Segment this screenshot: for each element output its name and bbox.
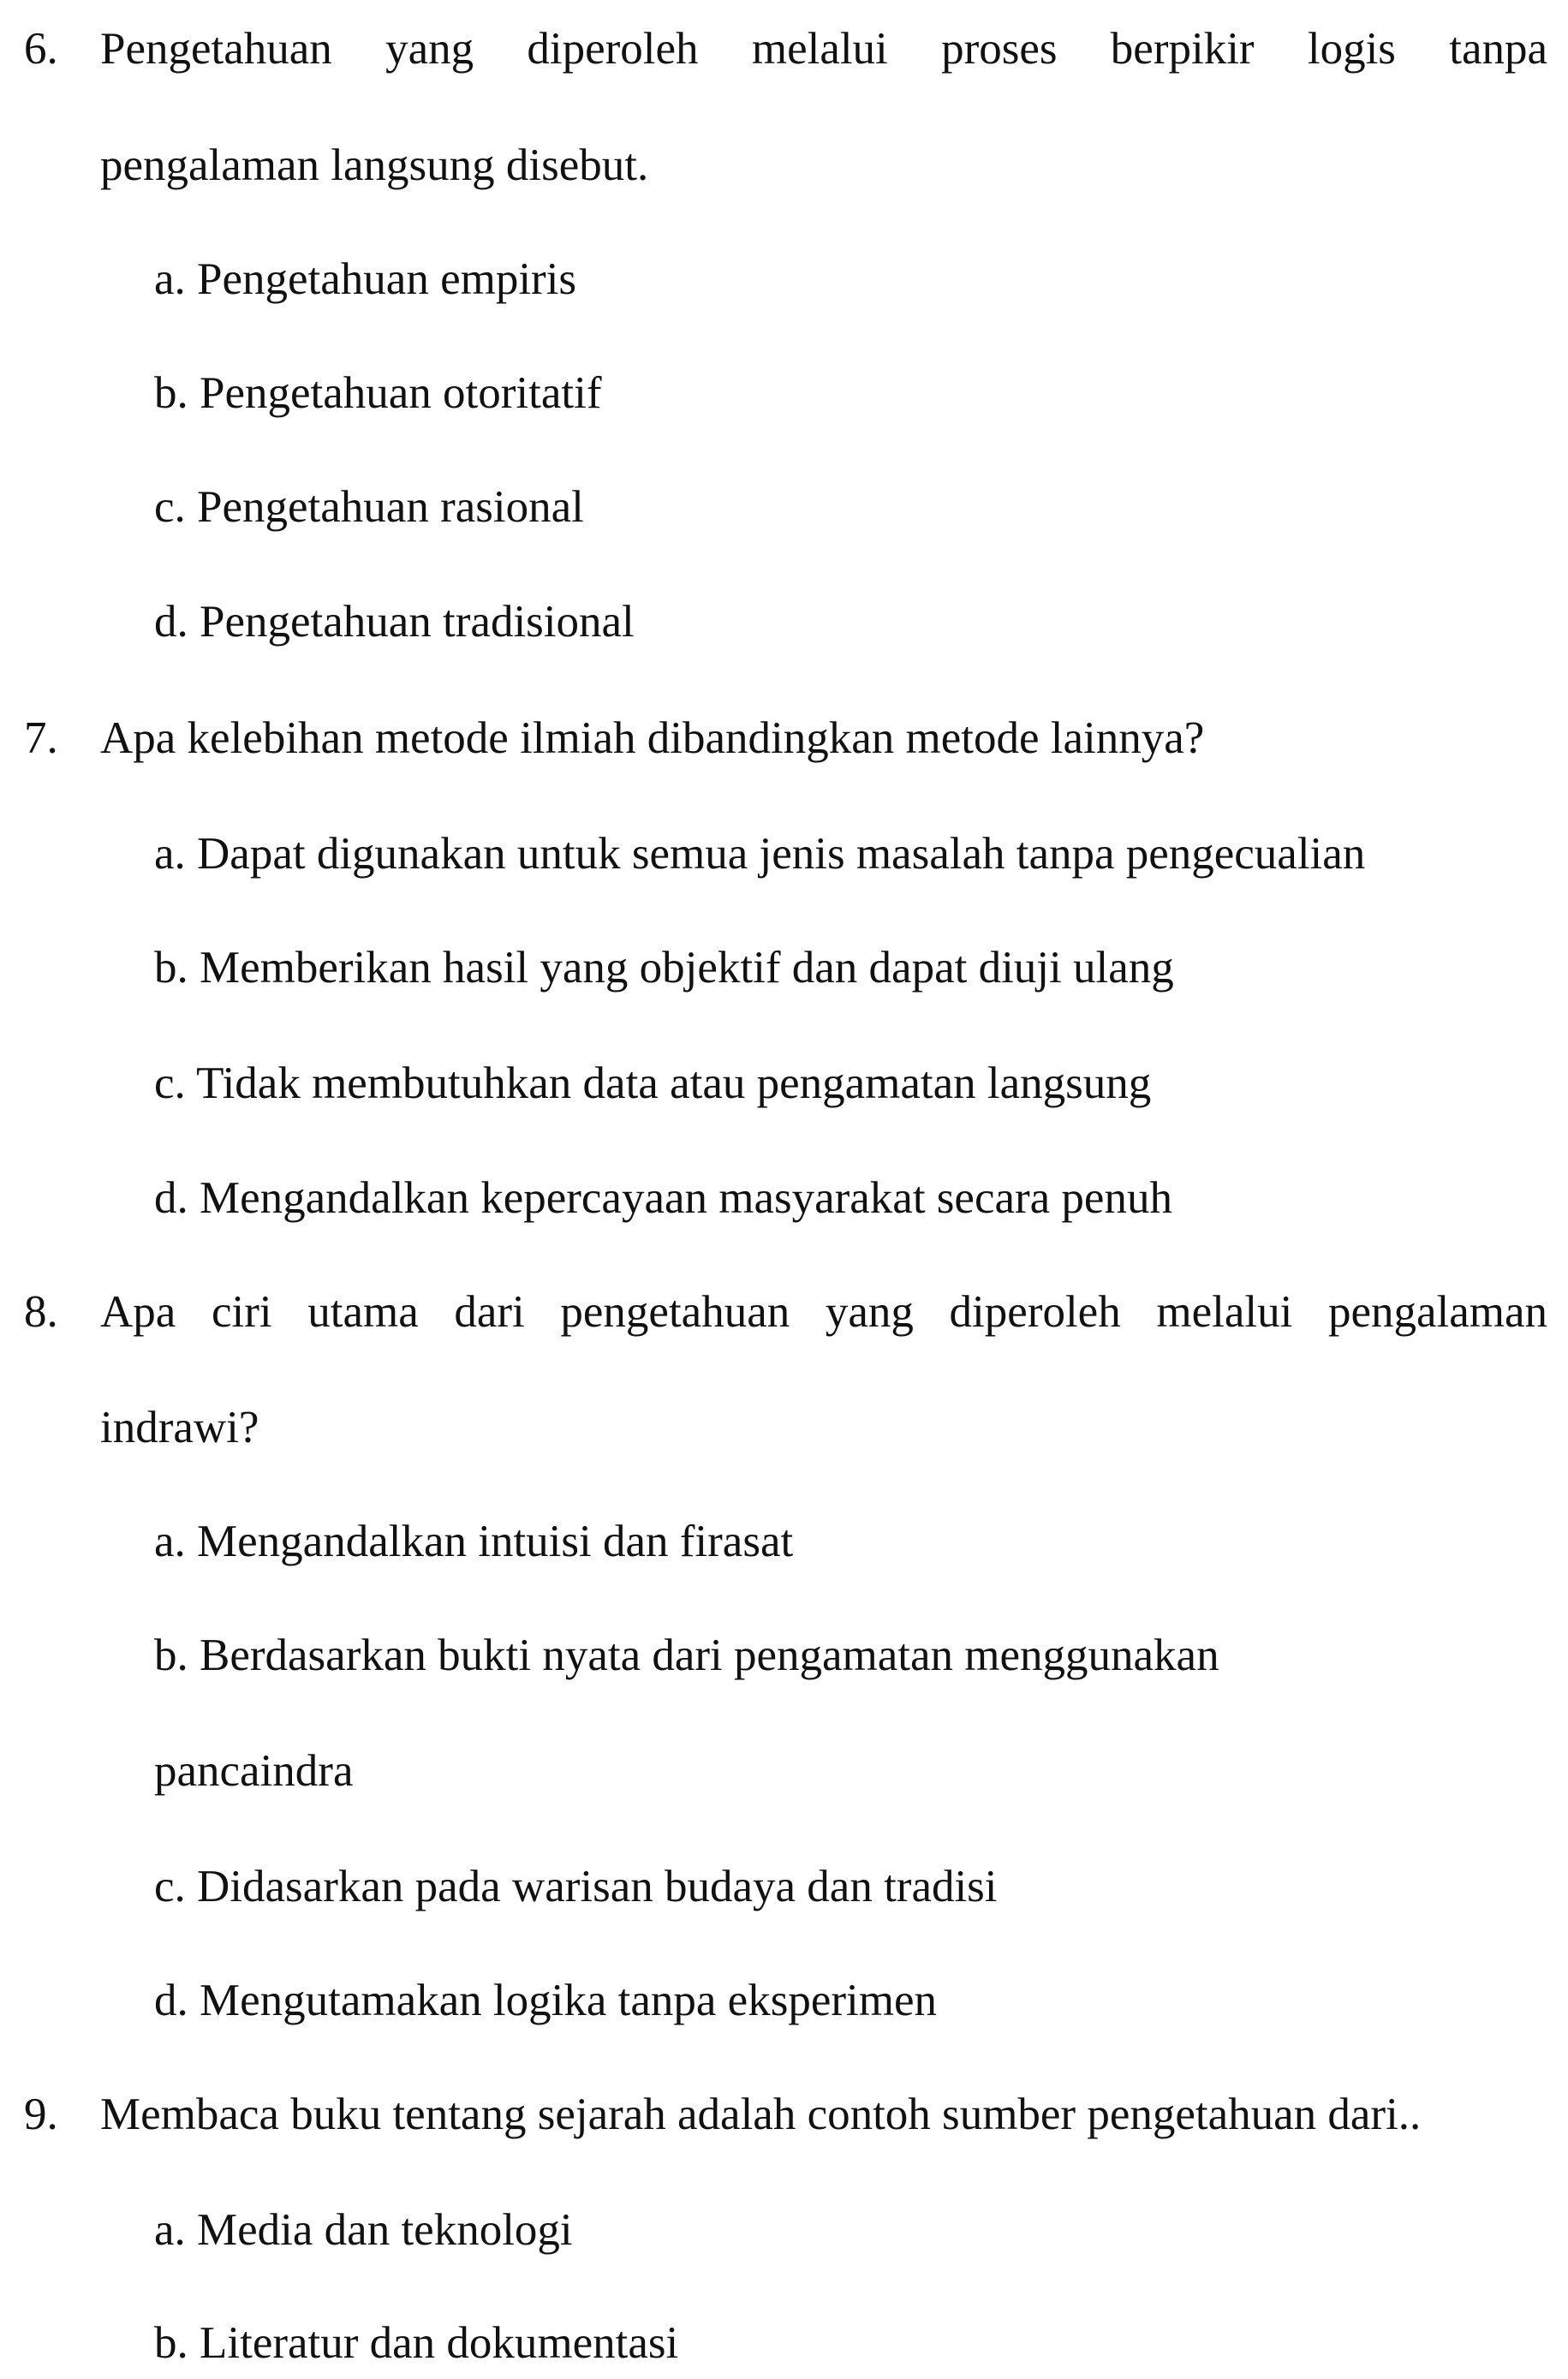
question-number: 7. [24,713,58,763]
option-a: a. Media dan teknologi [154,2205,573,2255]
option-d: d. Pengetahuan tradisional [154,597,635,647]
question-text-line: Apa kelebihan metode ilmiah dibandingkan metode lainnya? [100,713,1205,763]
option-c: c. Pengetahuan rasional [154,482,584,532]
question-number: 8. [24,1287,58,1337]
option-a: a. Mengandalkan intuisi dan firasat [154,1517,794,1566]
option-a: a. Pengetahuan empiris [154,254,577,304]
option-c: c. Didasarkan pada warisan budaya dan tradisi [154,1862,998,1911]
option-a: a. Dapat digunakan untuk semua jenis masalah tanpa pengecualian [154,829,1366,879]
option-c: c. Tidak membutuhkan data atau pengamatan langsung [154,1058,1152,1108]
question-text-line: Pengetahuan yang diperoleh melalui proses berpikir logis tanpa [100,24,1547,74]
option-b: b. Pengetahuan otoritatif [154,368,602,418]
question-number: 9. [24,2090,58,2139]
option-b: b. Literatur dan dokumentasi [154,2318,679,2368]
option-b: b. Memberikan hasil yang objektif dan dapat diuji ulang [154,943,1174,993]
option-b-continued: pancaindra [154,1746,354,1796]
option-b: b. Berdasarkan bukti nyata dari pengamatan menggunakan [154,1631,1219,1680]
question-number: 6. [24,24,58,74]
question-text-line: Apa ciri utama dari pengetahuan yang diperoleh melalui pengalaman [100,1287,1547,1337]
question-text-line: Membaca buku tentang sejarah adalah contoh sumber pengetahuan dari.. [100,2090,1422,2139]
question-text-line: indrawi? [100,1403,259,1452]
question-text-line: pengalaman langsung disebut. [100,140,649,190]
option-d: d. Mengutamakan logika tanpa eksperimen [154,1976,937,2025]
option-d: d. Mengandalkan kepercayaan masyarakat secara penuh [154,1173,1172,1223]
